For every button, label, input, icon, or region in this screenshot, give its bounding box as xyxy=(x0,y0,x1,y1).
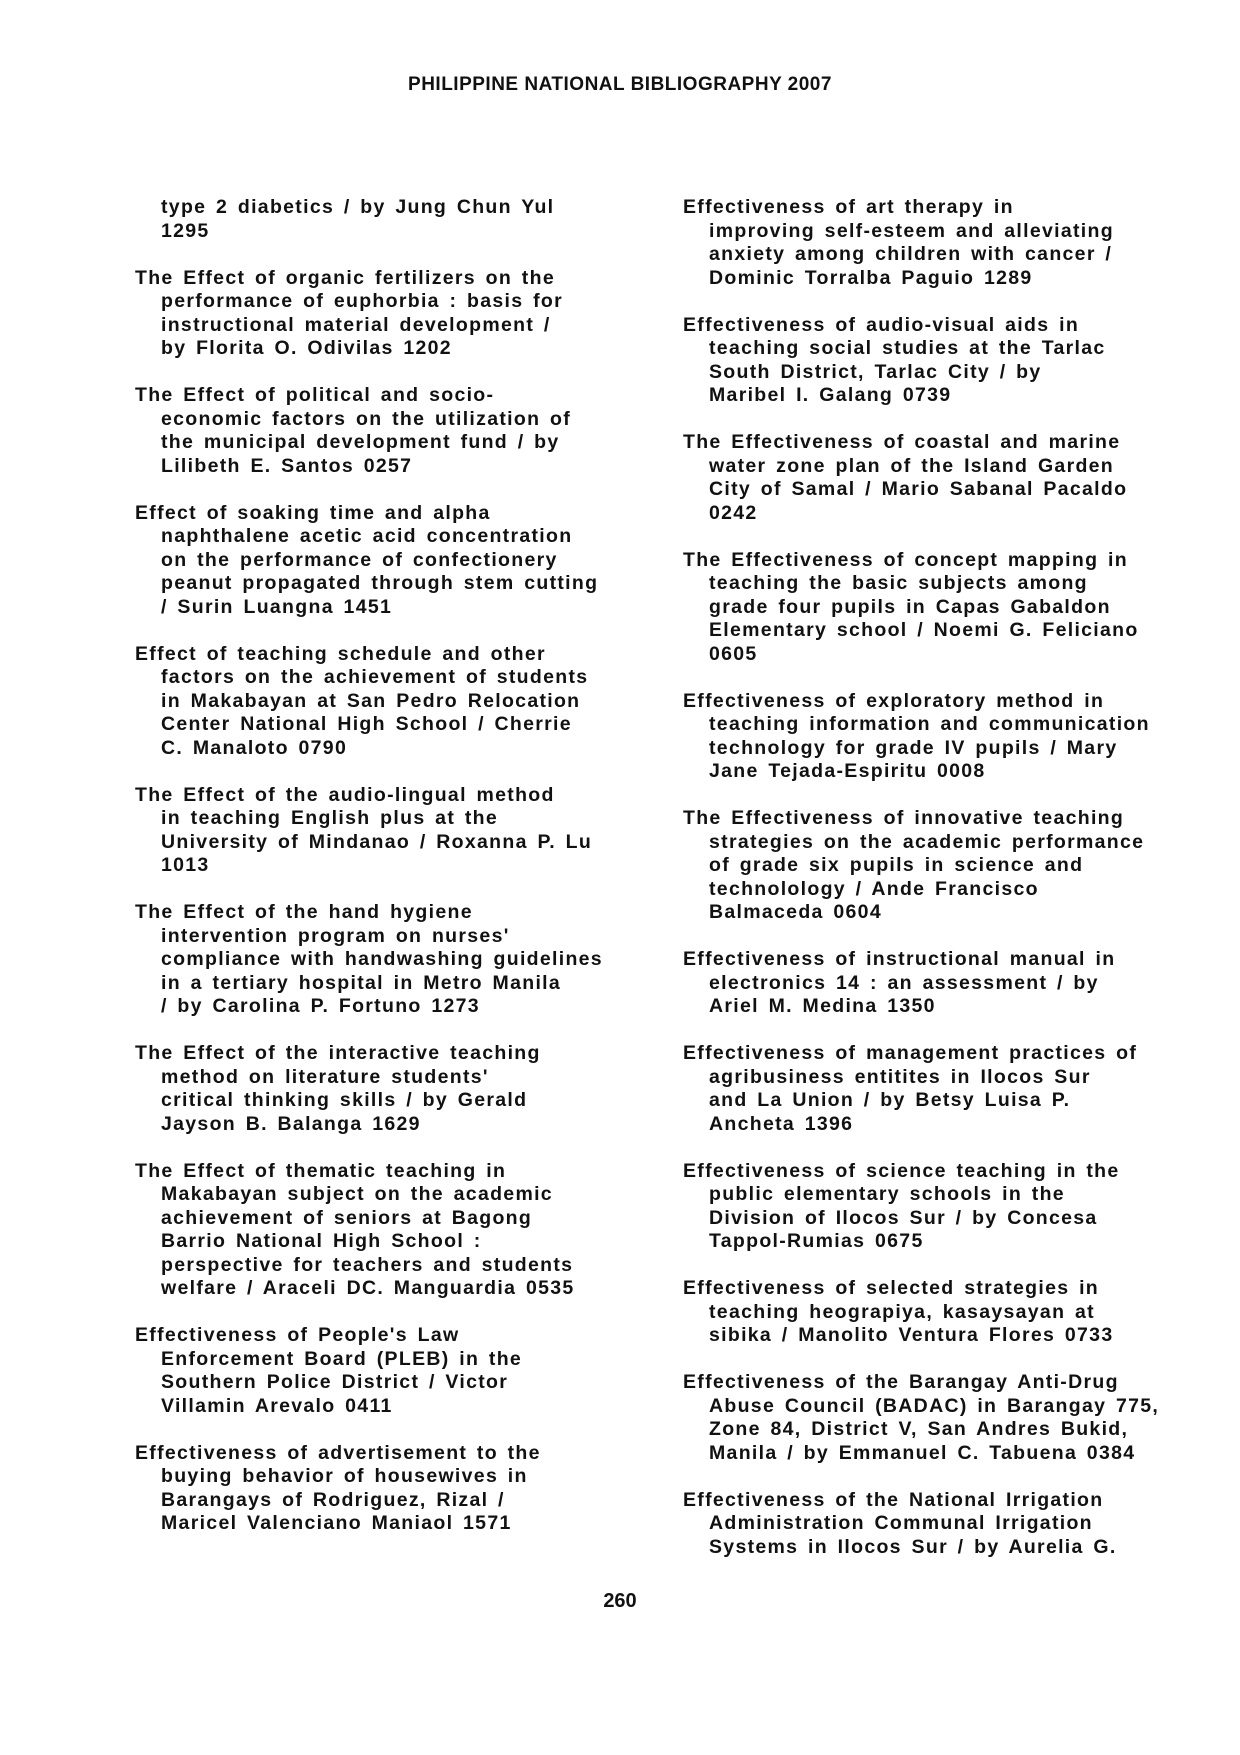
bibliography-entry: Effectiveness of science teaching in the public elementary schools in the Division of Ilocos Sur / by Concesa Tappol-Rumias 0675 xyxy=(683,1159,1120,1252)
bibliography-entry: Effectiveness of selected strategies in teaching heograpiya, kasaysayan at sibika / Manolito Ventura Flores 0733 xyxy=(683,1277,1114,1346)
bibliography-entry: Effectiveness of the National Irrigation Administration Communal Irrigation Systems in Ilocos Sur / by Aurelia G. xyxy=(683,1488,1117,1558)
bibliography-entry: The Effectiveness of innovative teaching strategies on the academic performance of grade six pupils in science and technolology / Ande Francisco Balmaceda 0604 xyxy=(683,807,1145,923)
bibliography-entry: The Effect of political and socio- economic factors on the utilization of the municipal development fund / by Lilibeth E. Santos 0257 xyxy=(135,384,572,477)
bibliography-entry: Effect of soaking time and alpha naphthalene acetic acid concentration on the performance of confectionery peanut propagated through stem cutting / Surin Luangna 1451 xyxy=(135,501,599,618)
left-column xyxy=(135,196,655,1559)
bibliography-entry: Effectiveness of art therapy in improving self-esteem and alleviating anxiety among children with cancer / Dominic Torralba Paguio 1289 xyxy=(683,196,1114,289)
bibliography-entry: The Effect of the hand hygiene intervention program on nurses' compliance with handwashing guidelines in a tertiary hospital in Metro Manila / by Carolina P. Fortuno 1273 xyxy=(135,901,603,1017)
page-number: 260 xyxy=(603,1590,637,1612)
bibliography-entry: Effectiveness of People's Law Enforcement Board (PLEB) in the Southern Police District / Victor Villamin Arevalo 0411 xyxy=(135,1324,523,1417)
bibliography-entry: Effectiveness of audio-visual aids in teaching social studies at the Tarlac South District, Tarlac City / by Maribel I. Galang 0739 xyxy=(683,313,1106,406)
bibliography-entry: Effectiveness of advertisement to the buying behavior of housewives in Barangays of Rodriguez, Rizal / Maricel Valenciano Maniaol 1571 xyxy=(135,1441,541,1534)
page-header: PHILIPPINE NATIONAL BIBLIOGRAPHY 2007 xyxy=(408,74,832,95)
bibliography-entry: The Effect of the interactive teaching method on literature students' critical thinking skills / by Gerald Jayson B. Balanga 1629 xyxy=(135,1042,541,1135)
bibliography-entry: type 2 diabetics / by Jung Chun Yul 1295 xyxy=(161,196,555,242)
bibliography-entry: The Effect of the audio-lingual method in teaching English plus at the University of Mindanao / Roxanna P. Lu 1013 xyxy=(135,783,593,876)
bibliography-entry: The Effect of thematic teaching in Makabayan subject on the academic achievement of seniors at Bagong Barrio National High School : perspective for teachers and students welfare / Araceli DC. Manguardia 0535 xyxy=(135,1159,575,1299)
right-column xyxy=(683,196,1203,1583)
bibliography-entry: Effectiveness of the Barangay Anti-Drug Abuse Council (BADAC) in Barangay 775, Zone 84, District V, San Andres Bukid, Manila / by Emmanuel C. Tabuena 0384 xyxy=(683,1371,1160,1464)
bibliography-entry: Effectiveness of management practices of agribusiness entitites in Ilocos Sur and La Union / by Betsy Luisa P. Ancheta 1396 xyxy=(683,1042,1138,1135)
bibliography-entry: The Effectiveness of concept mapping in teaching the basic subjects among grade four pupils in Capas Gabaldon Elementary school / Noemi G. Feliciano 0605 xyxy=(683,548,1139,665)
bibliography-entry: Effect of teaching schedule and other factors on the achievement of students in Makabayan at San Pedro Relocation Center National High School / Cherrie C. Manaloto 0790 xyxy=(135,642,589,759)
bibliography-entry: The Effect of organic fertilizers on the performance of euphorbia : basis for instructional material development / by Florita O. Odivilas 1202 xyxy=(135,266,564,359)
bibliography-entry: The Effectiveness of coastal and marine water zone plan of the Island Garden City of Samal / Mario Sabanal Pacaldo 0242 xyxy=(683,431,1128,524)
bibliography-entry: Effectiveness of instructional manual in electronics 14 : an assessment / by Ariel M. Medina 1350 xyxy=(683,948,1116,1017)
bibliography-entry: Effectiveness of exploratory method in teaching information and communication technology for grade IV pupils / Mary Jane Tejada-Espiritu 0008 xyxy=(683,689,1150,782)
